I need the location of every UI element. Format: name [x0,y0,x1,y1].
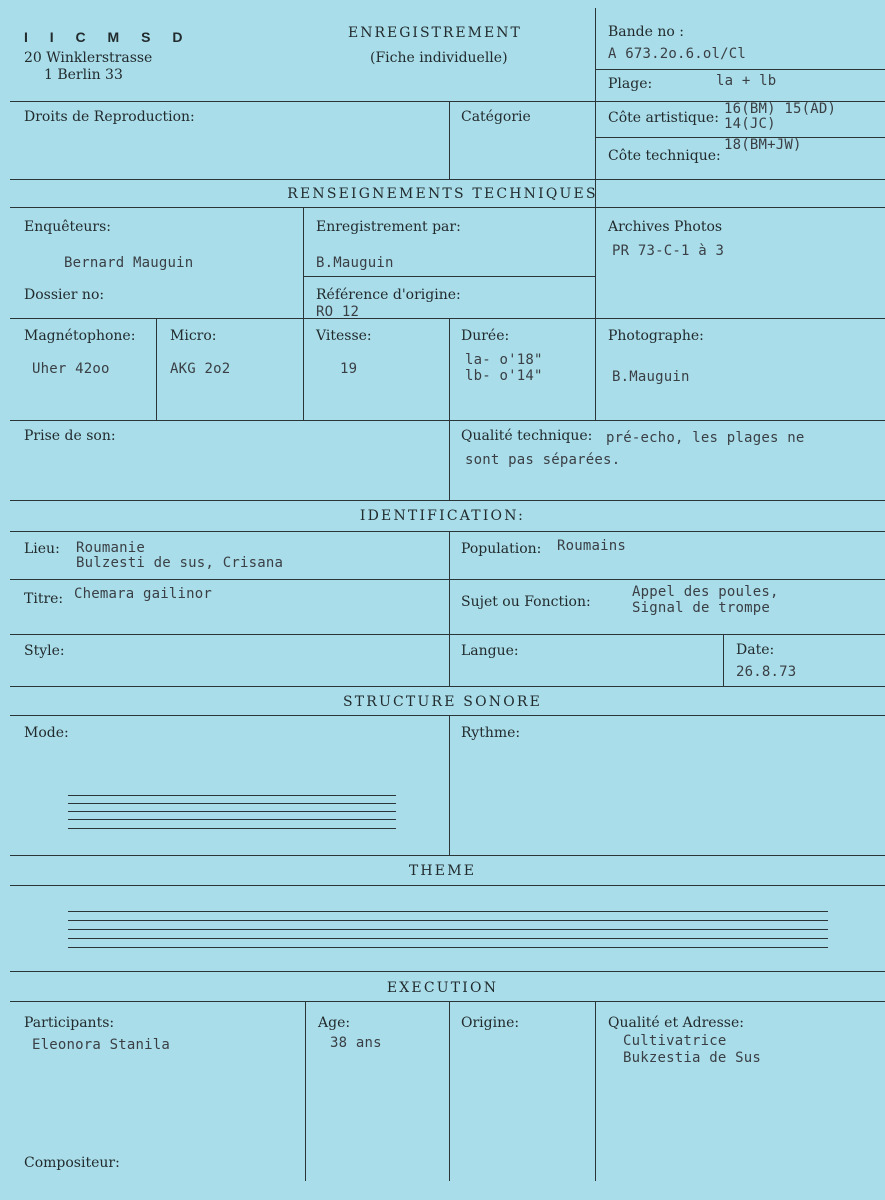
age-value: 38 ans [330,1035,382,1051]
cote-technique-value: 18(BM+JW) [724,137,802,153]
enregistrement-par-label: Enregistrement par: [316,219,461,235]
mode-label: Mode: [24,725,69,741]
rule-tech-row3 [10,420,885,421]
rule-section-structure [10,686,885,687]
rule-ident-mid [449,531,450,686]
enregistrement-par-value: B.Mauguin [316,255,394,271]
rule-qualite [449,420,450,500]
sujet-line1: Appel des poules, [632,584,779,600]
compositeur-label: Compositeur: [24,1155,120,1171]
rule-section-execution [10,971,885,972]
form-subtitle: (Fiche individuelle) [370,50,508,66]
rule-categorie [449,101,450,179]
qualite-technique-line2: sont pas séparées. [465,452,621,468]
rule-section-tech [10,179,885,180]
rule-age [305,1001,306,1181]
duree-line2: lb- o'14" [465,368,543,384]
photographe-label: Photographe: [608,328,704,344]
vitesse-value: 19 [340,361,358,377]
style-label: Style: [24,643,65,659]
participants-value: Eleonora Stanila [32,1037,171,1053]
vitesse-label: Vitesse: [316,328,372,344]
rule-tech-header [10,207,885,208]
lieu-line1: Roumanie [76,540,146,556]
rule-origine [449,1001,450,1181]
population-label: Population: [461,541,542,557]
date-label: Date: [736,642,775,658]
langue-label: Langue: [461,643,519,659]
date-value: 26.8.73 [736,664,797,680]
qualite-adresse-line2: Bukzestia de Sus [623,1050,762,1066]
rule-section-ident [10,500,885,501]
titre-value: Chemara gailinor [74,586,213,602]
section-execution-header: EXECUTION [386,980,499,996]
reference-value: RO 12 [316,304,360,320]
section-structure-header: STRUCTURE SONORE [342,694,543,710]
rythme-label: Rythme: [461,725,521,741]
org-city: 1 Berlin 33 [44,67,123,83]
bande-value: A 673.2o.6.ol/Cl [608,46,747,62]
rule-duree [449,318,450,420]
duree-line1: la- o'18" [465,352,543,368]
rule-tech-mid [303,207,304,420]
archives-value: PR 73-C-1 à 3 [612,243,725,259]
rule-ident-row2 [10,579,885,580]
section-theme-header: THEME [408,863,477,879]
org-street: 20 Winklerstrasse [24,50,153,66]
origine-label: Origine: [461,1015,520,1031]
qualite-adresse-label: Qualité et Adresse: [608,1015,744,1031]
cote-technique-label: Côte technique: [608,148,721,164]
rule-tech-row2 [10,318,885,319]
participants-label: Participants: [24,1015,115,1031]
rule-structure-mid [449,715,450,855]
qualite-adresse-line1: Cultivatrice [623,1033,727,1049]
rule-theme-header [10,885,885,886]
plage-label: Plage: [608,76,653,92]
reference-label: Référence d'origine: [316,287,461,303]
rule-bande [595,69,885,70]
lieu-line2: Bulzesti de sus, Crisana [76,555,284,571]
org-logo: I I C M S D [24,29,192,45]
rule-enregistrement [303,276,595,277]
archives-label: Archives Photos [608,219,723,235]
section-identification-header: IDENTIFICATION: [359,508,526,524]
rule-section-theme [10,855,885,856]
rule-photographe [595,318,596,420]
prise-de-son-label: Prise de son: [24,428,116,444]
bande-label: Bande no : [608,24,684,40]
rule-execution-header [10,1001,885,1002]
rule-ident-row3 [10,634,885,635]
rule-micro [156,318,157,420]
lieu-label: Lieu: [24,541,60,557]
population-value: Roumains [557,538,627,554]
rule-ident-header [10,531,885,532]
magnetophone-label: Magnétophone: [24,328,136,344]
cote-artistique-label: Côte artistique: [608,110,719,126]
qualite-technique-line1: pré-echo, les plages ne [606,430,805,446]
cote-artistique-line2: 14(JC) [724,116,776,132]
enqueteurs-label: Enquêteurs: [24,219,112,235]
cote-artistique-line1: 16(BM) 15(AD) [724,101,837,117]
qualite-technique-label: Qualité technique: [461,428,593,444]
sujet-label: Sujet ou Fonction: [461,594,591,610]
section-tech-header: RENSEIGNEMENTS TECHNIQUES [287,186,598,202]
categorie-label: Catégorie [461,109,531,125]
form-title: ENREGISTREMENT [348,25,522,41]
rule-date [723,634,724,686]
sujet-line2: Signal de trompe [632,600,771,616]
magnetophone-value: Uher 42oo [32,361,110,377]
micro-value: AKG 2o2 [170,361,231,377]
enqueteurs-value: Bernard Mauguin [64,255,194,271]
plage-value: la + lb [716,73,777,89]
dossier-label: Dossier no: [24,287,105,303]
droits-label: Droits de Reproduction: [24,109,195,125]
rule-header-right [595,8,596,318]
photographe-value: B.Mauguin [612,369,690,385]
rule-structure-header [10,715,885,716]
age-label: Age: [318,1015,351,1031]
rule-qualite-adresse [595,1001,596,1181]
duree-label: Durée: [461,328,510,344]
titre-label: Titre: [24,591,64,607]
micro-label: Micro: [170,328,217,344]
